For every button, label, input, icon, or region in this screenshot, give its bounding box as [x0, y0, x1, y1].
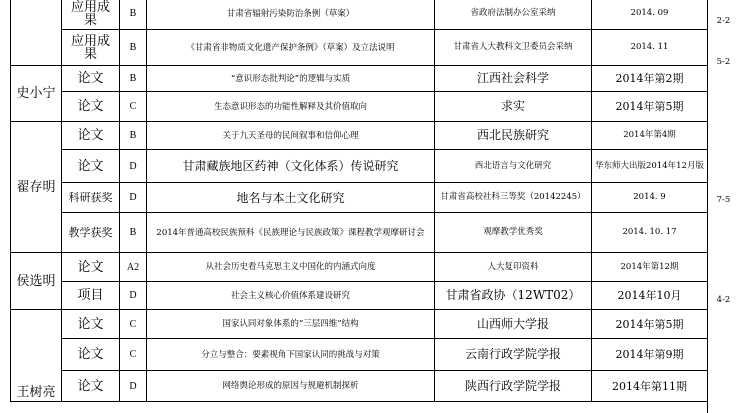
- date-cell: 2014年第5期: [592, 310, 708, 339]
- level-cell: B: [120, 122, 147, 150]
- level-cell: B: [120, 213, 147, 253]
- person-cell: 侯选明: [11, 253, 62, 310]
- date-cell: 2014. 10. 17: [592, 213, 708, 253]
- code-label: 5-2: [716, 57, 731, 67]
- person-cell: [11, 0, 62, 66]
- table-row: [11, 339, 708, 371]
- type-cell: 论文: [62, 253, 120, 282]
- type-cell: 应用成果: [62, 30, 120, 66]
- type-cell: 应用成果: [62, 0, 120, 30]
- title-cell: 甘肃藏族地区药神（文化体系）传说研究: [147, 150, 435, 183]
- type-cell: 项目: [62, 282, 120, 310]
- table-row: [11, 66, 708, 92]
- level-cell: D: [120, 150, 147, 183]
- venue-cell: 山西师大学报: [435, 310, 592, 339]
- title-cell: 分立与整合：要素视角下国家认同的挑战与对策: [147, 339, 435, 371]
- table-row: [11, 253, 708, 282]
- table-row: [11, 150, 708, 183]
- date-cell: 华东师大出版2014年12月版: [592, 150, 708, 183]
- date-cell: 2014年第9期: [592, 339, 708, 371]
- table-row: [11, 310, 708, 339]
- level-cell: C: [120, 310, 147, 339]
- table-row: [11, 371, 708, 402]
- title-cell: 网络舆论形成的原因与规避机制探析: [147, 371, 435, 402]
- type-cell: 论文: [62, 150, 120, 183]
- level-cell: D: [120, 282, 147, 310]
- title-cell: 从社会历史看马克思主义中国化的内涵式向度: [147, 253, 435, 282]
- title-cell: 关于九天圣母的民间叙事和信仰心理: [147, 122, 435, 150]
- type-cell: 科研获奖: [62, 183, 120, 213]
- venue-cell: 云南行政学院学报: [435, 339, 592, 371]
- date-cell: 2014年第5期: [592, 92, 708, 122]
- venue-cell: 江西社会科学: [435, 66, 592, 92]
- table-row: [11, 213, 708, 253]
- venue-cell: 省政府法制办公室采纳: [435, 0, 592, 30]
- venue-cell: 陕西行政学院学报: [435, 371, 592, 402]
- type-cell: 论文: [62, 122, 120, 150]
- date-cell: 2014. 11: [592, 30, 708, 66]
- type-cell: 论文: [62, 66, 120, 92]
- level-cell: D: [120, 371, 147, 402]
- venue-cell: 甘肃省高校社科三等奖（20142245）: [435, 183, 592, 213]
- date-cell: 2014年10月: [592, 282, 708, 310]
- type-cell: 论文: [62, 339, 120, 371]
- table-row: [11, 183, 708, 213]
- venue-cell: 人大复印资料: [435, 253, 592, 282]
- level-cell: C: [120, 339, 147, 371]
- code-label: 4-2: [716, 295, 731, 305]
- code-column: [707, 0, 738, 413]
- person-cell: 史小宁: [11, 66, 62, 122]
- date-cell: 2014. 9: [592, 183, 708, 213]
- title-cell: 地名与本土文化研究: [147, 183, 435, 213]
- date-cell: 2014年第12期: [592, 253, 708, 282]
- venue-cell: 求实: [435, 92, 592, 122]
- venue-cell: 西北语言与文化研究: [435, 150, 592, 183]
- level-cell: B: [120, 0, 147, 30]
- code-label: 2-2: [716, 16, 731, 26]
- level-cell: B: [120, 66, 147, 92]
- type-cell: 论文: [62, 92, 120, 122]
- person-cell: 翟存明: [11, 122, 62, 253]
- title-cell: 2014年普通高校民族预科《民族理论与民族政策》课程教学观摩研讨会: [147, 213, 435, 253]
- table-row: [11, 92, 708, 122]
- title-cell: 社会主义核心价值体系建设研究: [147, 282, 435, 310]
- person-cell: 王树亮: [11, 310, 62, 402]
- date-cell: 2014年第2期: [592, 66, 708, 92]
- type-cell: 论文: [62, 371, 120, 402]
- table-row: [11, 30, 708, 66]
- title-cell: 甘肃省辐射污染防治条例（草案）: [147, 0, 435, 30]
- level-cell: D: [120, 183, 147, 213]
- date-cell: 2014年第4期: [592, 122, 708, 150]
- title-cell: “意识形态批判论”的逻辑与实质: [147, 66, 435, 92]
- venue-cell: 西北民族研究: [435, 122, 592, 150]
- table-row: [11, 0, 708, 30]
- venue-cell: 甘肃省政协（12WT02）: [435, 282, 592, 310]
- level-cell: C: [120, 92, 147, 122]
- type-cell: 论文: [62, 310, 120, 339]
- level-cell: B: [120, 30, 147, 66]
- table-row: [11, 282, 708, 310]
- date-cell: 2014年第11期: [592, 371, 708, 402]
- date-cell: 2014. 09: [592, 0, 708, 30]
- venue-cell: 甘肃省人大教科文卫委员会采纳: [435, 30, 592, 66]
- title-cell: 生态意识形态的功能性解释及其价值取向: [147, 92, 435, 122]
- code-label: 7-5: [716, 195, 731, 205]
- achievement-table: [10, 0, 708, 402]
- title-cell: 《甘肃省非物质文化遗产保护条例》（草案）及立法说明: [147, 30, 435, 66]
- venue-cell: 观摩教学优秀奖: [435, 213, 592, 253]
- level-cell: A2: [120, 253, 147, 282]
- table-row: [11, 122, 708, 150]
- title-cell: 国家认同对象体系的“三层四维”结构: [147, 310, 435, 339]
- type-cell: 教学获奖: [62, 213, 120, 253]
